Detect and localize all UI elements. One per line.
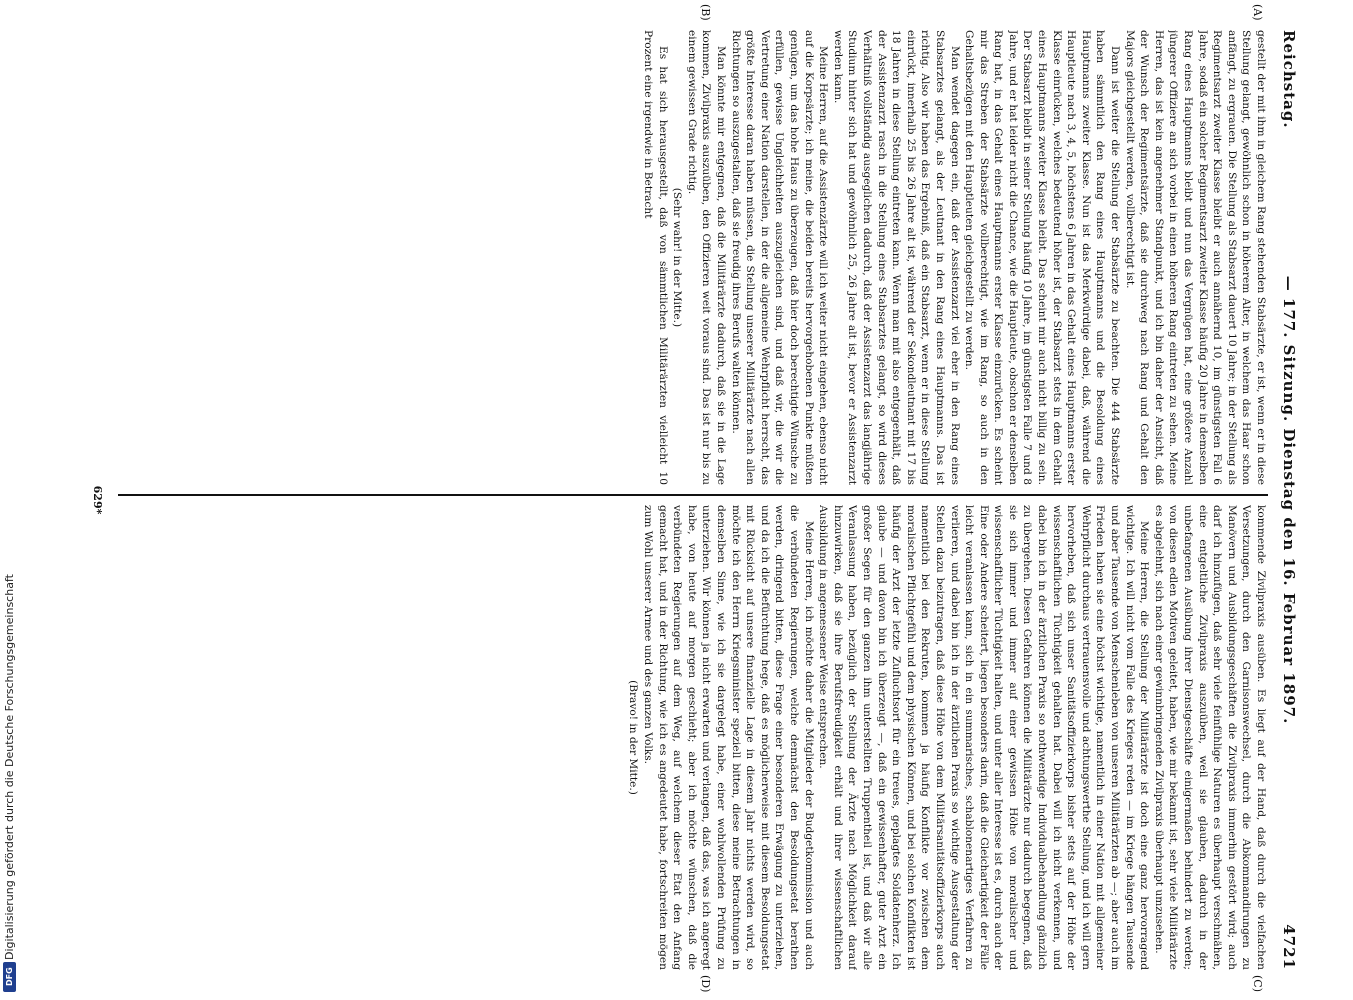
- running-head-page-number: 4721: [1280, 924, 1298, 970]
- interjection: (Sehr wahr! in der Mitte.): [671, 187, 684, 328]
- dfg-logo: DFG: [3, 962, 16, 992]
- paragraph: kommende Zivilpraxis ausüben. Es liegt auf der Hand, daß durch die vielfachen Versetzungen, durch den Garnisonswechsel, durch die Abkommandirungen zu Manövern und Ausbildungsgeschäften die Zivilpraxis immerhin gestört wird; auch darf ich hinzufügen, daß sehr viele feinfühlige Naturen es überhaupt verschmähen, eine entgeltliche Zivilpraxis auszuüben, weil sie glauben, dadurch in der unbefangenen Ausübung ihrer Dienstgeschäfte einigermaßen behindert zu werden; von diesen edlen Motiven geleitet, haben, wie mir bekannt ist, sehr viele Militärärzte es abgelehnt, sich nach einer gewinnbringenden Zivilpraxis überhaupt umzusehen.: [1152, 505, 1267, 970]
- margin-mark-c: (C): [1251, 975, 1264, 992]
- running-head-center: — 177. Sitzung. Dienstag den 16. Februar 1897.: [1280, 275, 1298, 725]
- interjection: (Bravo! in der Mitte.): [627, 680, 640, 795]
- running-head-left: Reichstag.: [1280, 30, 1298, 129]
- left-column: [118, 30, 1268, 485]
- digitization-note: Digitalisierung gefördert durch die Deutsche Forschungsgemeinschaft: [3, 574, 16, 960]
- right-column: [118, 505, 1268, 970]
- paragraph: Man könnte mir entgegnen, daß die Militärärzte dadurch, daß sie in die Lage kommen, Zivilpraxis auszuüben, den Offizieren weit voraus sind. Das ist nur bis zu einem gewissen Grade richtig.: [685, 30, 728, 485]
- paragraph: Meine Herren, die Stellung der Militärärzte ist doch eine ganz hervorragend wichtige. Ich will nicht vom Falle des Krieges reden — im Kriege hängen Tausende und aber Tausende von Menschenleben von unseren Militärärzten ab —; aber auch im Frieden haben sie eine höchst wichtige, namentlich in einer Nation mit allgemeiner Wehrpflicht durchaus vertrauensvolle und achtungswerthe Stellung, und ich will gern hervorheben, daß sich unser Sanitätsoffizierkorps bisher stets auf der Höhe der wissenschaftlichen Tüchtigkeit gehalten hat. Dabei will ich nicht verkennen, und dabei bin ich in der ärztlichen Praxis so nothwendige Individualbehandlung gänzlich zu übergehen. Diesen Gefahren können die Militärärzte nur dadurch begegnen, daß sie sich immer und immer auf einer gewissen Höhe von moralischer und wissenschaftlicher Tüchtigkeit halten, und unter aller Interesse ist es, durch auch der Eine oder Andere scheitert, liegen besonders darin, daß die Gleichartigkeit der Fälle leicht veranlassen kann, sich in ein summarisches, schablonenartiges Verfahren zu verlieren, und dabei bin ich in der ärztlichen Praxis so wichtige Ausgestaltung der Stellen dazu beizutragen, daß diese Höhe von dem Militärsanitätsoffizierkorps auch namentlich bei den Rekruten, kommen ja häufig Konflikte vor zwischen dem moralischen Pflichtgefühl und dem physischen Können, und bei solchen Konflikten ist häufig der Arzt der letzte Zufluchtsort für ein treues, geplagtes Soldatenherz. Ich glaube — und davon bin ich überzeugt —, daß ein gewissenhafter, guter Arzt ein großer Segen für den ganzen ihm unterstellten Truppentheil ist, und daß wir alle Veranlassung haben, bezüglich der Stellung der Ärzte nach Möglichkeit darauf hinzuwirken, daß sie ihre Berufsfreudigkeit erhält und ihrer wissenschaftlichen Ausbildung in angemessener Weise entsprechen.: [817, 505, 1151, 970]
- paragraph: Meine Herren, ich möchte daher die Mitglieder der Budgetkommission und auch die verbündeten Regierungen, welche demnächst den Besoldungsetat berathen werden, dringend bitten, diese Frage einer besonderen Erwägung zu unterziehen, und da ich die Befürchtung hege, daß es möglicherweise mit diesem Besoldungsetat mit Rücksicht auf unsere finanzielle Lage in diesem Jahr nichts werden wird, so möchte ich den Herrn Kriegsminister speziell bitten, diese meine Betrachtungen in demselben Sinne, wie ich sie dargelegt habe, einer wohlwollenden Prüfung zu unterziehen. Wir können ja nicht erwarten und verlangen, daß das, was ich angeregt habe, von heute auf morgen geschieht; aber ich möchte wünschen, daß die verbündeten Regierungen auf dem Weg, auf welchem dieser Etat den Anfang gemacht hat, und in der Richtung, wie ich es angedeutet habe, fortschreiten mögen zum Wohl unserer Armee und des ganzen Volks.: [642, 505, 815, 970]
- scanned-page: [62, 0, 1312, 1000]
- paragraph: Dann ist weiter die Stellung der Stabsärzte zu beachten. Die 444 Stabsärzte haben sämmtlich den Rang eines Hauptmanns und die Besoldung eines Hauptmanns zweiter Klasse. Nun ist das Merkwürdige dabei, daß, während die Hauptleute nach 3, 4, 5, höchstens 6 Jahren in das Gehalt eines Hauptmanns erster Klasse einrücken, welches bedeutend höher ist, der Stabsarzt stets in dem Gehalt eines Hauptmanns zweiter Klasse bleibt. Das scheint mir auch nicht billig zu sein. Der Stabsarzt bleibt in seiner Stellung häufig 10 Jahre, im günstigsten Falle 7 und 8 Jahre, und er hat leider nicht die Chance, wie die Hauptleute, obschon er denselben Rang hat, in das Gehalt eines Hauptmanns erster Klasse einzurücken. Es scheint mir das Streben der Stabsärzte vollberechtigt, wie im Rang, so auch in den Gehaltsbezügen mit den Hauptleuten gleichgestellt zu werden.: [963, 30, 1122, 485]
- margin-mark-b: (B): [699, 4, 712, 21]
- margin-mark-a: (A): [1251, 4, 1264, 21]
- paragraph: Meine Herren, auf die Assistenzärzte will ich weiter nicht eingehen, ebenso nicht auf die Korpsärzte; ich meine, die beiden bereits hervorgehobenen Punkte müßten genügen, um das hohe Haus zu überzeugen, daß hier doch berechtigte Wünsche zu erfüllen, gewisse Ungleichheiten auszugleichen sind, und daß wir, die wir die Vertretung einer Nation darstellen, in der die allgemeine Wehrpflicht herrscht, das größte Interesse daran haben müssen, die Stellung unserer Militärärzte nach allen Richtungen so auszugestalten, daß sie freudig ihres Berufs walten können.: [729, 30, 830, 485]
- paragraph: Es hat sich herausgestellt, daß von sämmtlichen Militärärzten vielleicht 10 Prozent eine irgendwie in Betracht: [642, 30, 669, 485]
- paragraph: Man wendet dagegen ein, daß der Assistenzarzt viel eher in den Rang eines Stabsarztes gelangt, als der Leutnant in den Rang eines Hauptmanns. Das ist richtig. Also wir haben das Ergebniß, daß ein Stabsarzt, wenn er in diese Stellung einrückt, innerhalb 25 bis 26 Jahre alt ist, während der Sekondleutnant mit 17 bis 18 Jahren in diese Stellung eintreten kann. Wenn man mit also entgegenhält, daß der Assistenzarzt rasch in die Stellung eines Stabsarztes gelangt, so wird dieses Verhältniß vollständig ausgeglichen dadurch, daß der Assistenzarzt das langjährige Studium hinter sich hat und gewöhnlich 25, 26 Jahre alt ist, bevor er Assistenzarzt werden kann.: [831, 30, 961, 485]
- digitization-footer: [0, 0, 20, 1000]
- paragraph: gestellt der mit ihm in gleichem Rang stehenden Stabsärzte, er ist, wenn er in diese Stellung gelangt, gewöhnlich schon in höherem Alter, in welchem das Haar schon anfängt, zu ergrauen. Die Stellung als Stabsarzt dauert 10 Jahre; in der Stellung als Regimentsarzt zweiter Klasse bleibt er auch annähernd 10, im günstigsten Fall 6 Jahre, sodaß ein solcher Regimentsarzt zweiter Klasse häufig 20 Jahre in demselben Rang eines Hauptmanns bleibt und nun das Vergnügen hat, eine größere Anzahl jüngerer Offiziere an sich vorbei in einen höheren Rang eintreten zu sehen. Meine Herren, das ist kein angenehmer Standpunkt, und ich bin daher der Ansicht, daß der Wunsch der Regimentsärzte, daß sie durchweg nach Rang und Gehalt den Majors gleichgestellt werden, vollberechtigt ist.: [1123, 30, 1267, 485]
- margin-mark-d: (D): [699, 975, 712, 993]
- page-footer-number: 629*: [91, 485, 104, 515]
- column-divider: [118, 494, 1268, 496]
- running-head: [1274, 30, 1302, 970]
